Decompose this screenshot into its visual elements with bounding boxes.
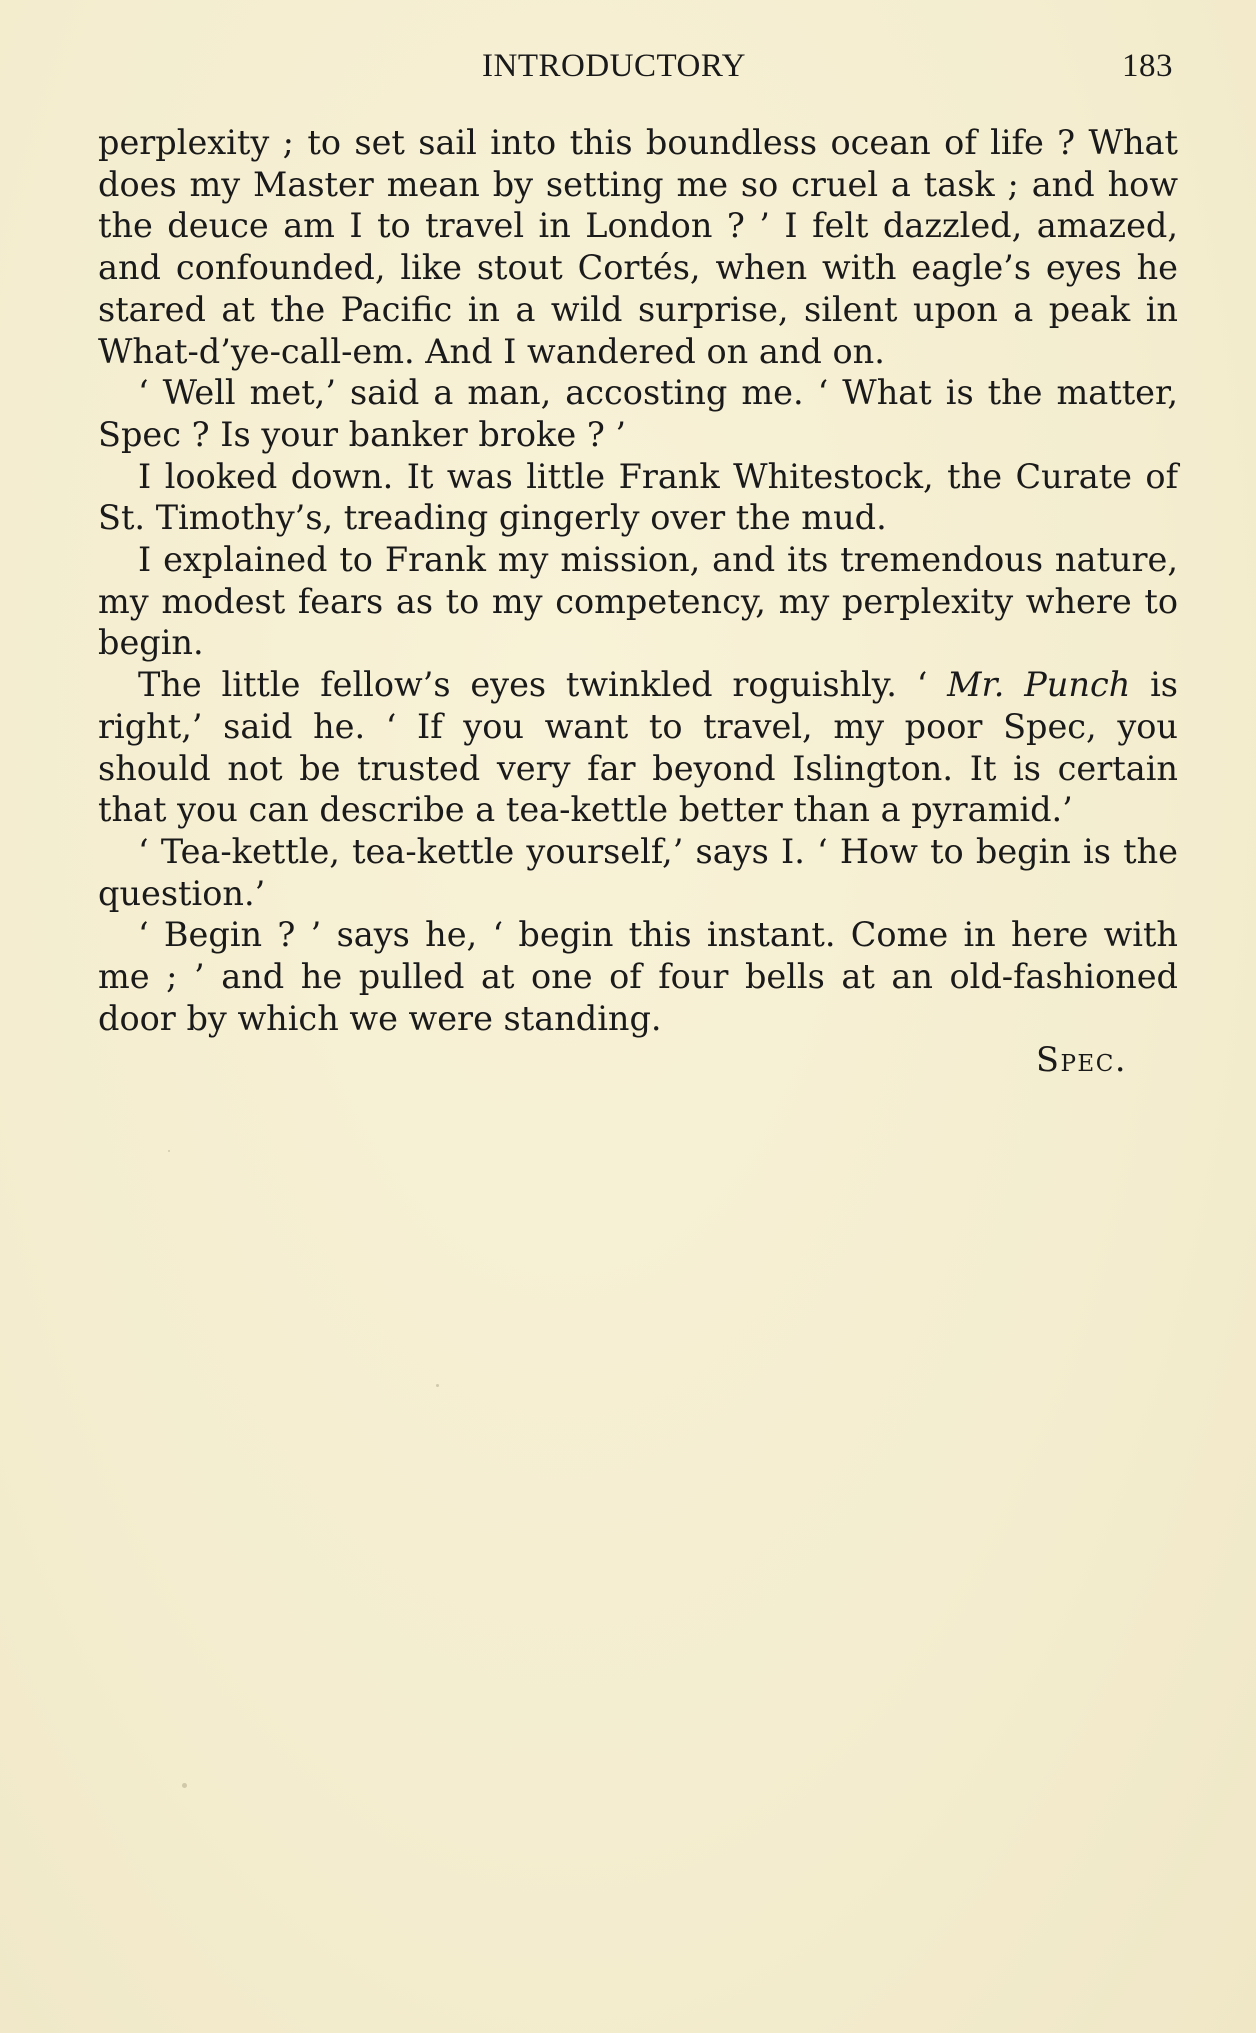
body-text xyxy=(98,122,1178,1081)
page-number: 183 xyxy=(1122,48,1173,84)
paragraph-2: ‘ Well met,’ said a man, accosting me. ‘ What is the matter, Spec ? Is your banker broke ? ’ xyxy=(98,373,1178,454)
signature: Spec. xyxy=(1036,1040,1127,1080)
paragraph-5-after: is right,’ said he. ‘ If you want to travel, my poor Spec, you should not be trusted very far beyond Islington. It is certain that you can describe a tea-kettle better than a pyramid.’ xyxy=(98,665,1178,830)
paper-speck xyxy=(436,1384,439,1387)
paragraph-5 xyxy=(98,664,1178,831)
running-title: INTRODUCTORY xyxy=(482,48,746,84)
running-header xyxy=(0,42,1256,92)
paragraph-5-italic: Mr. Punch xyxy=(947,665,1131,705)
paragraph-5-before: The little fellow’s eyes twinkled roguishly. ‘ xyxy=(138,665,948,705)
paper-speck xyxy=(168,1150,170,1152)
paragraph-7: ‘ Begin ? ’ says he, ‘ begin this instant. Come in here with me ; ’ and he pulled at one of four bells at an old-fashioned door by which we were standing. xyxy=(98,915,1178,1038)
paragraph-3: I looked down. It was little Frank Whitestock, the Curate of St. Timothy’s, treading gingerly over the mud. xyxy=(98,456,1178,538)
paragraph-1: perplexity ; to set sail into this boundless ocean of life ? What does my Master mean by setting me so cruel a task ; and how the deuce am I to travel in London ? ’ I felt dazzled, amazed, and confounded, like stout Cortés, when with eagle’s eyes he stared at the Pacific in a wild surprise, silent upon a peak in What-d’ye-call-em. And I wandered on and on. xyxy=(98,123,1178,371)
paper-speck xyxy=(182,1783,187,1788)
paragraph-6: ‘ Tea-kettle, tea-kettle yourself,’ says I. ‘ How to begin is the question.’ xyxy=(98,831,1178,913)
paragraph-4: I explained to Frank my mission, and its tremendous nature, my modest fears as to my competency, my perplexity where to begin. xyxy=(98,540,1178,663)
